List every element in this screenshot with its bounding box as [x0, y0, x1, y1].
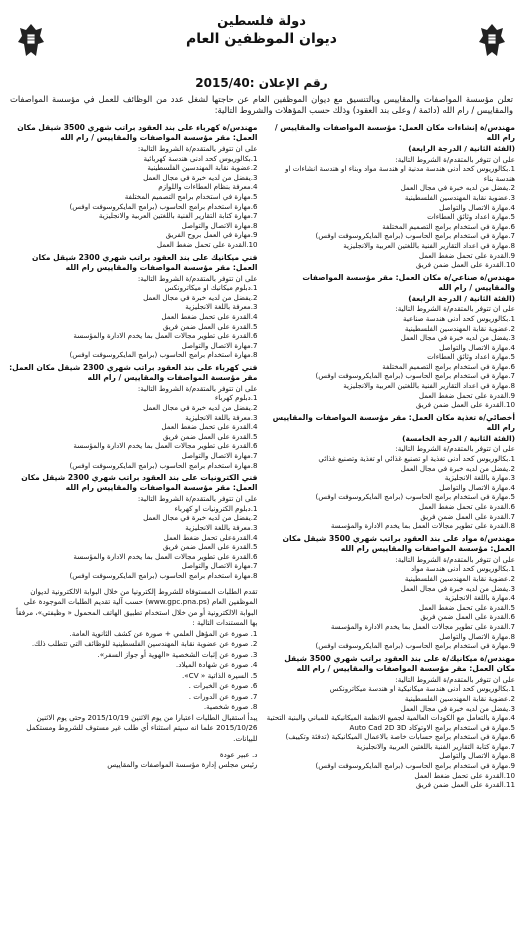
requirement-item: 4.مهارة الاتصال والتواصل [439, 342, 515, 352]
job-title: أخصائي/ة تغذية مكان العمل: مقر مؤسسة المواصفات والمقاييس رام الله [272, 412, 515, 432]
documents-list [8, 629, 258, 713]
requirement-item: 10.القدرة على العمل ضمن فريق [415, 400, 515, 410]
document-item: 3. صورة عن إثبات الشخصية «الهوية أو جواز السفر». [97, 649, 258, 659]
job-title: فني ميكانيك على بند العقود براتب شهري 2300 شيقل مكان العمل: مقر مؤسسة المواصفات والمقاييس رام الله [32, 252, 258, 272]
country-title: دولة فلسطين [217, 14, 306, 29]
requirement-item: 2.عضوية نقابة المهندسين الفلسطينية [404, 323, 515, 333]
requirement-item: 2.يفضل من لديه خبرة في مجال العمل [400, 183, 515, 193]
job-title: مهندس/ة كهرباء على بند العقود براتب شهري 3500 شيقل مكان العمل: مقر مؤسسة المواصفات والمقاييس / رام الله [17, 123, 258, 142]
requirements-heading: على ان تتوفر بالمتقدم/ة الشروط التالية: [395, 554, 515, 564]
requirement-item: 8.مهارة الاتصال والتواصل [439, 751, 515, 761]
columns [6, 120, 517, 790]
requirement-item: 6.القدرة على تحمل ضغط العمل [418, 502, 515, 511]
requirement-item: 6.مهارة في استخدام برامج التصميم المختلفة [382, 221, 515, 231]
requirements-heading: على ان تتوفر بالمتقدم/ة الشروط التالية: [137, 494, 258, 504]
requirement-item: 6.مهارة استخدام برامج الحاسوب (برامج المايكروسوفت اوفس) [69, 201, 258, 211]
right-column [266, 120, 516, 790]
requirement-item: 4.مهارة الاتصال والتواصل [439, 202, 515, 212]
requirement-item: 1.دبلوم كهرباء [214, 393, 258, 403]
job-section [8, 473, 258, 580]
requirements-heading: على ان تتوفر بالمتقدم/ة الشروط التالية: [137, 144, 258, 153]
document-item: 6. صورة عن الخبرات . [188, 681, 258, 691]
requirement-item: 1.بكالوريوس كحد أدنى تغذية او تصنيع غذائي او تغذية وتصنيع غذائي [318, 454, 515, 464]
requirement-item: 1.بكالوريوس كحد ادنى هندسة كهربائية [143, 153, 258, 163]
requirement-item: 3.مهارة باللغة الانجليزية [444, 473, 515, 483]
requirement-item: 4.القدرة على تحمل ضغط العمل [161, 311, 258, 321]
requirement-item: 7.مهارة في استخدام برامج الحاسوب (برامج المايكروسوفت اوفس) [315, 231, 515, 241]
requirement-item: 5.مهارة في استخدام برامج الاوتوكاد Auto Cad 2D 3D [349, 722, 515, 732]
requirement-item: 2.يفضل من لديه خبرة في مجال العمل [143, 513, 258, 523]
requirement-item: 10.القدرة على تحمل ضغط العمل [156, 239, 258, 249]
ad-number: رقم الإعلان :2015/40 [195, 76, 328, 90]
requirement-item: 7.مهارة الاتصال والتواصل [181, 561, 258, 571]
requirement-item: 9.مهارة في العمل بروح الفريق [165, 230, 258, 240]
requirement-item: 5.القدرة على العمل ضمن فريق [162, 321, 258, 331]
requirement-item: 8.مهارة في اعداد التقارير الفنية باللغتين العربية والانجليزية [343, 381, 515, 391]
requirement-item: 3.يفضل من لديه خبرة في مجال العمل [400, 583, 515, 593]
requirement-item: 4.القدرةعلى تحمل ضغط العمل [163, 532, 258, 542]
requirement-item: 9.القدرة على تحمل ضغط العمل [418, 390, 515, 400]
job-grade: (الفئة الثانية / الدرجة الرابعة) [408, 293, 515, 303]
requirements-heading: على ان تتوفر بالمتقدم/ة الشروط التالية: [395, 674, 515, 684]
requirement-item: 7.القدرة على تطوير مجالات العمل بما يخدم الادارة والمؤسسة [330, 621, 515, 631]
job-title: مهندس/ة مواد على بند العقود براتب شهري 3500 شيقل مكان العمل: مؤسسة المواصفات والمقاييس رام الله [282, 533, 515, 553]
job-section [8, 123, 258, 250]
requirement-item: 1.دبلوم ميكانيك او ميكاترونكس [164, 283, 258, 293]
requirements-list [266, 564, 516, 650]
job-title: مهندس/ة ميكانيك/ة على بند العقود براتب شهري 3500 شيقل مكان العمل: مقر مؤسسة المواصفات والمقاييس / رام الله [284, 653, 515, 673]
requirement-item: 8.مهارة استخدام برامج الحاسوب (برامج المايكروسوفت اوفس) [69, 460, 258, 470]
job-title: مهندس/ة إنشاءات مكان العمل: مؤسسة المواصفات والمقاييس / رام الله [274, 123, 515, 142]
requirement-item: 5.القدرة على العمل ضمن فريق [162, 431, 258, 441]
requirements-list [266, 684, 516, 790]
requirement-item: 11.القدرة على العمل ضمن فريق [415, 780, 515, 790]
job-section [266, 273, 516, 410]
job-section [8, 253, 258, 360]
requirement-item: 10.القدرة على تحمل ضغط العمل [414, 770, 515, 780]
signature [8, 750, 258, 770]
intro-paragraph: تعلن مؤسسة المواصفات والمقاييس وبالتنسيق مع ديوان الموظفين العام عن حاجتها لشغل عدد من الوظائف للعمل في مؤسسة المواصفات والمقاييس / رام الله (دائمة / وعلى بند العقود) وذلك حسب المؤهلات والشروط التالية: [10, 94, 513, 115]
requirement-item: 9.القدرة على تحمل ضغط العمل [418, 250, 515, 260]
requirement-item: 9.مهارة في استخدام برامج الحاسوب (برامج المايكروسوفت اوفس) [315, 761, 515, 771]
palestine-emblem-icon [477, 22, 507, 60]
requirement-item: 6.مهارة في استخدام برامج حسابات خاصة بالاعمال الميكانيكية (تدفئة وتكييف) [285, 732, 515, 742]
requirement-item: 6.القدرة على تطوير مجالات العمل بما يخدم الادارة والمؤسسة [73, 331, 258, 341]
requirement-item: 2.يفضل من لديه خبرة في مجال العمل [400, 463, 515, 473]
job-title: فني كهرباء على بند العقود براتب شهري 2300 شيقل مكان العمل: مقر مؤسسة المواصفات والمقاييس / رام الله [9, 362, 258, 382]
submission-paragraph: تقدم الطلبات المستوفاة للشروط إلكترونيا من خلال البوابة الالكترونية لديوان الموظفين العام (www.gpc.pna.ps) حسب آلية تقديم الطلبات الموجودة على البوابة الالكترونية أو من خلال استخدام تطبيق الهاتف المحمول « وظيفتي»، مرفقاً بها المستندات التالية : [15, 586, 258, 628]
requirement-item: 3.معرفة باللغة الانجليزية [185, 412, 258, 422]
requirement-item: 3.معرفة باللغة الانجليزية [185, 523, 258, 532]
requirement-item: 1.بكالوريوس كحد أدنى هندسة ميكانيكية او هندسة ميكاترونكس [329, 684, 515, 694]
requirements-heading: على ان تتوفر بالمتقدم/ة الشروط التالية: [395, 304, 515, 314]
document-item: 7. صورة عن الدورات . [188, 691, 258, 701]
requirements-heading: على ان تتوفر بالمتقدم/ة الشروط التالية: [137, 383, 258, 393]
requirement-item: 7.القدرة على العمل ضمن فريق [420, 511, 515, 521]
job-section [266, 534, 516, 651]
requirements-heading: على ان تتوفر بالمتقدم/ة الشروط التالية: [395, 154, 515, 164]
requirements-heading: على ان تتوفر بالمتقدم/ة الشروط التالية: [395, 444, 515, 454]
job-title: فني الكترونيات على بند العقود براتب شهري 2300 شيقل مكان العمل: مقر مؤسسة المواصفات والمقاييس رام الله [21, 473, 258, 493]
job-grade: (الفئة الثانية / الدرجة الرابعة) [408, 144, 515, 153]
requirement-item: 2.عضوية نقابة المهندسين الفلسطينية [147, 163, 258, 173]
requirements-heading: على ان تتوفر بالمتقدم/ة الشروط التالية: [137, 273, 258, 283]
header [6, 14, 517, 76]
requirement-item: 3.يفضل من لديه خبرة في مجال العمل [400, 703, 515, 713]
requirement-item: 4.القدرة على تحمل ضغط العمل [161, 422, 258, 432]
requirement-item: 5.مهارة اعداد وثائق العطاءات [427, 352, 515, 362]
requirement-item: 4.مهارة الاتصال والتواصل [439, 482, 515, 492]
requirement-item: 1.بكالوريوس كحد أدنى هندسة مدنية او هندسة مواد وبناء او هندسة انشاءات او هندسة بناء [285, 164, 515, 183]
requirement-item: 5.القدرة على تحمل ضغط العمل [418, 602, 515, 612]
requirement-item: 8.مهارة الاتصال والتواصل [181, 220, 258, 230]
requirement-item: 2.يفضل من لديه خبرة في مجال العمل [143, 403, 258, 413]
requirements-list [266, 454, 516, 531]
requirement-item: 8.مهارة استخدام برامج الحاسوب (برامج المايكروسوفت اوفس) [69, 570, 258, 580]
requirement-item: 5.القدرة على العمل ضمن فريق [162, 542, 258, 552]
job-title: مهندس/ة صناعي/ة مكان العمل: مقر مؤسسة المواصفات والمقاييس / رام الله [302, 272, 515, 292]
document-item: 1. صورة عن المؤهل العلمي + صورة عن كشف الثانوية العامة. [69, 628, 258, 638]
requirement-item: 7.مهارة كتابة التقارير الفنية باللغتين العربية والانجليزية [356, 741, 515, 751]
requirement-item: 2.عضوية نقابة المهندسين الفلسطينية [404, 573, 515, 583]
requirement-item: 5.مهارة اعداد وثائق العطاءات [427, 212, 515, 222]
requirement-item: 1.بكالوريوس كحد أدنى هندسة صناعية [403, 313, 515, 323]
requirement-item: 9.مهارة في استخدام برامج الحاسوب (برامج المايكروسوفت اوفس) [315, 641, 515, 651]
requirement-item: 7.مهارة الاتصال والتواصل [181, 340, 258, 350]
requirements-list [8, 393, 258, 470]
deadline-paragraph: يبدأ استقبال الطلبات اعتبارا من يوم الاثنين 2015/10/19 وحتى يوم الاثنين 2015/10/26 علما انه سيتم استثناء أي طلب غير مستوف للشروط ومستكمل للبيانات. [26, 712, 258, 743]
requirement-item: 6.مهارة في استخدام برامج التصميم المختلفة [382, 361, 515, 371]
requirement-item: 7.مهارة في استخدام برامج الحاسوب (برامج المايكروسوفت اوفس) [315, 371, 515, 381]
requirement-item: 7.مهارة كتابة التقارير الفنية باللغتين العربية والانجليزية [98, 211, 258, 221]
requirement-item: 3.يفضل من لديه خبرة في مجال العمل [400, 333, 515, 343]
requirement-item: 6.القدرة على العمل ضمن فريق [420, 612, 515, 622]
requirement-item: 3.عضوية نقابة المهندسين الفلسطينية [404, 192, 515, 202]
document-item: 8. صورة شخصية. [203, 702, 258, 712]
requirement-item: 1.بكالوريوس كحد أدنى هندسة مواد [410, 564, 515, 574]
requirement-item: 3.معرفة باللغة الانجليزية [185, 302, 258, 312]
document-item: 2. صورة عن عضوية نقابة المهندسين الفلسطينية للوظائف التي تتطلب ذلك. [31, 639, 258, 649]
job-section [266, 413, 516, 531]
requirements-list [266, 314, 516, 410]
closing-section [8, 587, 258, 771]
requirement-item: 4.مهارة بالتعامل مع الكودات العالمية لجميع الانظمة الميكانيكية للمباني والبنية التحتية [266, 713, 515, 723]
requirement-item: 8.القدرة على تطوير مجالات العمل بما يخدم الادارة والمؤسسة [330, 521, 515, 531]
job-section [8, 363, 258, 470]
requirement-item: 6.القدرة على تطوير مجالات العمل بما يخدم الادارة والمؤسسة [73, 551, 258, 561]
requirement-item: 8.مهارة في اعداد التقارير الفنية باللغتين العربية والانجليزية [343, 240, 515, 250]
left-sections [8, 123, 258, 581]
left-column [8, 120, 258, 790]
requirement-item: 10.القدرة على العمل ضمن فريق [415, 260, 515, 270]
signer-name: د. عبير عودة [219, 750, 258, 760]
requirement-item: 4.مهارة باللغة الانجليزية [444, 593, 515, 603]
document-item: 5. السيرة الذاتية « CV». [181, 670, 258, 680]
requirement-item: 1.دبلوم الكترونيات او كهرباء [174, 503, 258, 513]
requirement-item: 5.مهارة في استخدام برامج الحاسوب (برامج المايكروسوفت اوفس) [315, 492, 515, 502]
job-section [266, 654, 516, 790]
requirement-item: 8.مهارة استخدام برامج الحاسوب (برامج المايكروسوفت اوفس) [69, 350, 258, 360]
requirements-list [8, 283, 258, 360]
requirement-item: 7.مهارة الاتصال والتواصل [181, 451, 258, 461]
requirement-item: 2.يفضل من لديه خبرة في مجال العمل [143, 292, 258, 302]
requirement-item: 4.معرفة بنظام العطاءات واللوازم [158, 182, 258, 192]
palestine-emblem-icon [16, 22, 46, 60]
requirements-list [266, 164, 516, 270]
requirements-list [8, 504, 258, 581]
requirements-list [8, 154, 258, 250]
job-grade: (الفئة الثانية / الدرجة الخامسة) [402, 433, 515, 443]
job-section [266, 123, 516, 270]
requirement-item: 8.مهارة الاتصال والتواصل [439, 631, 515, 641]
requirement-item: 6.القدرة على تطوير مجالات العمل بما يخدم الادارة والمؤسسة [73, 441, 258, 451]
requirement-item: 3.يفضل من لديه خبرة في مجال العمل [143, 172, 258, 182]
bureau-title: ديوان الموظفين العام [186, 31, 337, 47]
requirement-item: 5.مهارة في استخدام برامج التصميم المختلفة [124, 191, 258, 201]
requirement-item: 2.عضوية نقابة المهندسين الفلسطينية [404, 693, 515, 703]
signer-title: رئيس مجلس إدارة مؤسسة المواصفات والمقاييس [107, 760, 258, 770]
document-item: 4. صورة عن شهادة الميلاد. [175, 660, 258, 670]
